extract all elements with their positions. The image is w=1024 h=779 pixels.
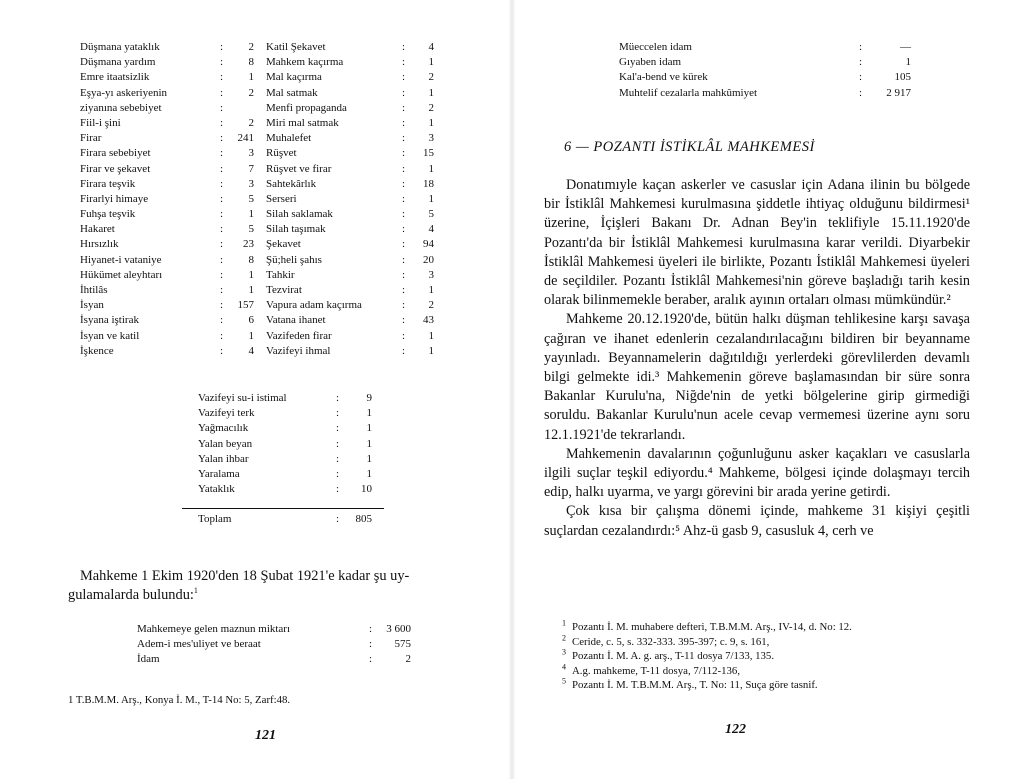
footnote-mark: 4 (562, 661, 566, 671)
sentence-row-label: Müeccelen idam (619, 41, 692, 53)
crime-row-label: Fuhşa teşvik (80, 208, 136, 221)
crime-row-value: 1 (428, 56, 434, 69)
crime-row-value: 7 (248, 162, 254, 175)
footnote-item (562, 620, 852, 635)
crime-row-label: Hakaret (80, 223, 115, 236)
footnote-text: Pozantı İ. M. A. g. arş., T-11 dosya 7/133, 135. (572, 650, 775, 662)
summary-row-colon: : (369, 653, 373, 666)
crime-row-label: Yataklık (198, 483, 235, 496)
crime-row-colon: : (220, 116, 224, 129)
crime-row-colon: : (336, 467, 340, 480)
crime-row-colon: : (220, 177, 224, 190)
crime-row-value: 1 (428, 162, 434, 175)
crime-row-colon: : (336, 422, 340, 435)
sentence-row-colon: : (859, 86, 863, 99)
crime-row-value: 43 (423, 314, 434, 327)
crime-row-label: Tahkir (266, 268, 295, 281)
body-paragraph-1: Donatımıyle kaçan askerler ve casuslar için Adana ilinin bu bölgede bir İstiklâl Mahkemesi kurulmasına şiddetle ihtiyaç olduğunu bildirmesi¹ üzerine, İçişleri Bakanı Dr. Adnan Bey'in teklifiyle 15.11.1920'de Pozantı'da bir İstiklâl Mahkemesi kurulmasına karar verildi. Diyarbekir İstiklâl Mahkemesi üyeleri ile birlikte, Pozantı İstiklâl Mahkemesi üyeleri de seçildiler. Pozantı İstiklâl Mahkemesi'nin göreve başladığı tarih kesin olarak bilinmemekle beraber, aralık ayının ortaları olması mümkündür.² (544, 177, 970, 309)
crime-row-label: Firara teşvik (80, 177, 136, 190)
crime-row-colon: : (220, 101, 224, 114)
crime-row-label: Firar ve şekavet (80, 162, 151, 175)
crime-row-colon: : (220, 208, 224, 221)
sentence-row-value: 1 (905, 56, 911, 69)
summary-row-value: 575 (394, 638, 411, 651)
left-paragraph-line-2: gulamalarda bulundu: (68, 587, 194, 603)
crime-row-label: İsyan ve katil (80, 329, 140, 342)
crime-row-label: Firar (80, 132, 102, 145)
crime-row-label: Tezvirat (266, 284, 302, 296)
crime-row-label: İsyana iştirak (80, 314, 139, 327)
crime-row-colon: : (402, 147, 406, 160)
crime-row-value: 4 (428, 223, 434, 236)
crime-row-value: 3 (248, 147, 254, 160)
left-paragraph (68, 567, 484, 605)
crime-row-colon: : (220, 329, 224, 342)
crime-row-label: Eşya-yı askeriyenin (80, 86, 168, 99)
sentence-row-colon: : (859, 56, 863, 69)
crime-row-label: Düşmana yataklık (80, 41, 160, 53)
crime-row-label: Katil Şekavet (266, 41, 326, 53)
crime-row-label: Sahtekârlık (266, 177, 317, 190)
crime-row-colon: : (402, 344, 406, 357)
crime-row-label: Yaralama (198, 467, 240, 480)
crime-row-value: 9 (366, 392, 372, 404)
crime-row-label: Mal satmak (266, 86, 318, 99)
crime-row-value: 2 (428, 101, 434, 114)
footnote-item (562, 649, 852, 664)
crime-row-value: 23 (243, 238, 254, 251)
crime-row-value: 4 (248, 344, 254, 357)
body-paragraph-2: Mahkeme 20.12.1920'de, bütün halkı düşman tehlikesine karşı savaşa çağıran ve ihanet edenlerin cezalandırılacağını bildiren bir beyanname yayınladı. Beyannamelerin dağıtıldığı yerlerdeki görevlilerden devamlı bilgi gelmekte idi.³ Mahkemenin göreve başlamasından bir süre sonra Bakanlar Kurulu'na, Niğde'nin de yetki bölgelerine girip girmediği soruldu. Bakanlar Kurulu'nun acele cevap vermemesi üzerine aynı soru 12.1.1921'de tekrarlandı. (544, 311, 970, 443)
crime-row-value: 1 (366, 407, 372, 420)
footnote-item (562, 661, 852, 679)
crime-row-colon: : (402, 253, 406, 266)
crime-row-colon: : (336, 392, 340, 404)
crime-row-value: 3 (428, 132, 434, 145)
crime-row-colon: : (336, 483, 340, 496)
crime-row-colon: : (402, 41, 406, 53)
crime-row-value: 2 (428, 299, 434, 312)
crime-row-colon: : (220, 344, 224, 357)
footnote-mark: 1 (562, 618, 566, 628)
sentence-row-colon: : (859, 41, 863, 53)
body-paragraph-3: Mahkemenin davalarının çoğunluğunu asker kaçakları ve casuslarla ilgili suçlar teşkil ediyordu.⁴ Mahkeme, bölgesi içinde dolaşmayı tercih edip, halkı uyarma, ve yargı görevini bir arada yerine getirdi. (544, 445, 970, 501)
crime-row-colon: : (220, 314, 224, 327)
footnote-text: Pozantı İ. M. T.B.M.M. Arş., T. No: 11, Suça göre tasnif. (572, 679, 818, 691)
total-label: Toplam (198, 513, 232, 525)
footnote-text: A.g. mahkeme, T-11 dosya, 7/112-136, (572, 664, 741, 677)
crime-row-value: 8 (248, 253, 254, 266)
crime-row-colon: : (220, 56, 224, 69)
crime-row-value: 3 (428, 268, 434, 281)
total-value: 805 (355, 513, 372, 525)
crime-row-value: 1 (428, 192, 434, 205)
crime-row-value: 5 (248, 223, 254, 236)
crime-row-label: Yalan beyan (198, 437, 253, 450)
left-paragraph-line-1: Mahkeme 1 Ekim 1920'den 18 Şubat 1921'e kadar şu uy- (80, 568, 410, 584)
summary-row-colon: : (369, 623, 373, 635)
crime-row-label: Vazifeyi terk (198, 407, 255, 420)
crime-row-colon: : (220, 268, 224, 281)
crime-row-label: Vazifeden firar (266, 329, 332, 342)
crime-row-label: Serseri (266, 192, 297, 205)
crime-row-label: Rüşvet ve firar (266, 162, 332, 175)
crime-row-label: Hükümet aleyhtarı (80, 268, 163, 281)
crime-row-value: 1 (248, 71, 254, 84)
crime-row-value: 18 (423, 177, 434, 190)
crime-row-colon: : (402, 116, 406, 129)
crime-row-colon: : (220, 147, 224, 160)
crime-row-value: 1 (366, 437, 372, 450)
right-body-text (544, 176, 970, 541)
crime-row-colon: : (402, 208, 406, 221)
crime-row-value: 2 (428, 71, 434, 84)
crime-row-label: Silah taşımak (266, 223, 326, 236)
sentence-row-colon: : (859, 71, 863, 84)
crime-row-value: 1 (428, 116, 434, 129)
crime-row-value: 1 (248, 268, 254, 281)
crime-row-value: 5 (248, 192, 254, 205)
crime-row-value: 8 (248, 56, 254, 69)
crime-row-value: 1 (428, 86, 434, 99)
crime-row-colon: : (220, 238, 224, 251)
summary-row-colon: : (369, 638, 373, 651)
crime-row-colon: : (402, 56, 406, 69)
summary-row-label: Adem-i mes'uliyet ve beraat (137, 638, 261, 651)
crime-row-value: 5 (428, 208, 434, 221)
total-colon: : (336, 513, 340, 525)
crime-row-value: 1 (366, 467, 372, 480)
right-page (512, 0, 1024, 779)
crime-row-colon: : (220, 253, 224, 266)
section-heading: 6 — POZANTI İSTİKLÂL MAHKEMESİ (564, 139, 815, 155)
crime-row-colon: : (220, 86, 224, 99)
footnote-item (562, 678, 852, 693)
footnote-mark: 5 (562, 676, 566, 686)
crime-row-colon: : (220, 284, 224, 296)
crime-row-value: 2 (248, 41, 254, 53)
crime-row-label: ziyanına sebebiyet (80, 101, 162, 114)
footnote-mark: 2 (562, 632, 566, 642)
crime-row-colon: : (402, 238, 406, 251)
crime-row-colon: : (402, 223, 406, 236)
crime-row-colon: : (402, 86, 406, 99)
crime-row-label: Şekavet (266, 238, 301, 251)
crime-row-colon: : (220, 71, 224, 84)
sentence-row-value: 105 (894, 71, 911, 84)
crime-row-value: 4 (428, 41, 434, 53)
crime-row-value: 1 (248, 329, 254, 342)
crime-row-label: İsyan (80, 299, 104, 312)
crime-row-colon: : (220, 41, 224, 53)
crime-row-label: Miri mal satmak (266, 116, 339, 129)
crime-row-label: Emre itaatsizlik (80, 71, 150, 84)
crime-row-value: 2 (248, 86, 254, 99)
crime-row-colon: : (402, 329, 406, 342)
crime-row-label: Vatana ihanet (266, 314, 326, 327)
crime-row-colon: : (402, 132, 406, 145)
crime-row-colon: : (402, 284, 406, 296)
crime-row-label: İşkence (80, 344, 114, 357)
crime-row-colon: : (402, 299, 406, 312)
summary-row-value: 3 600 (386, 623, 411, 635)
crime-row-colon: : (336, 407, 340, 420)
crime-row-colon: : (336, 452, 340, 465)
crime-row-colon: : (402, 314, 406, 327)
body-paragraph-4: Çok kısa bir çalışma dönemi içinde, mahkeme 31 kişiyi çeşitli suçlardan cezalandırdı:⁵ Ahz-ü gasb 9, casusluk 4, cerh ve (544, 503, 970, 539)
crime-row-label: Fiil-i şini (80, 116, 121, 129)
crime-row-value: 94 (423, 238, 434, 251)
sentence-row-value: 2 917 (886, 86, 911, 99)
crime-row-label: Mahkem kaçırma (266, 56, 344, 69)
crime-row-label: Rüşvet (266, 147, 297, 160)
crime-row-label: Silah saklamak (266, 208, 333, 221)
total-separator (182, 508, 384, 509)
crime-row-label: Firara sebebiyet (80, 147, 151, 160)
crime-row-value: 241 (237, 132, 254, 145)
crime-row-value: 1 (428, 284, 434, 296)
crime-row-value: 1 (248, 284, 254, 296)
right-page-number: 122 (725, 722, 746, 737)
crime-row-value: 1 (428, 329, 434, 342)
crime-row-colon: : (220, 223, 224, 236)
footnote-item (562, 632, 852, 650)
crime-row-colon: : (220, 132, 224, 145)
left-footnote: 1 T.B.M.M. Arş., Konya İ. M., T-14 No: 5, Zarf:48. (68, 694, 291, 706)
summary-row-label: Mahkemeye gelen maznun miktarı (137, 623, 291, 635)
footnote-mark: 3 (562, 647, 566, 657)
crime-row-label: İhtilâs (80, 284, 108, 296)
footnote-text: Ceride, c. 5, s. 332-333. 395-397; c. 9, s. 161, (572, 635, 770, 648)
sentence-row-label: Kal'a-bend ve kürek (619, 71, 708, 84)
crime-row-value: 1 (248, 208, 254, 221)
crime-row-value: 3 (248, 177, 254, 190)
crime-row-label: Vazifeyi su-i istimal (198, 392, 287, 404)
crime-row-value: 15 (423, 147, 434, 160)
sentence-row-value: — (900, 41, 911, 53)
sentence-row-label: Gıyaben idam (619, 56, 682, 69)
crime-row-value: 157 (237, 299, 254, 312)
crime-row-value: 20 (423, 253, 434, 266)
crime-row-value: 1 (366, 452, 372, 465)
crime-row-label: Firarlyi himaye (80, 192, 149, 205)
summary-row-label: İdam (137, 653, 160, 666)
crime-row-colon: : (402, 268, 406, 281)
crime-row-label: Yalan ihbar (198, 452, 249, 465)
crime-row-value: 1 (428, 344, 434, 357)
footnote-ref-1: 1 (193, 586, 198, 596)
right-footnotes (562, 620, 852, 693)
crime-row-colon: : (402, 101, 406, 114)
sentence-row-label: Muhtelif cezalarla mahkûmiyet (619, 86, 758, 99)
crime-row-colon: : (220, 162, 224, 175)
crime-row-label: Menfi propaganda (266, 101, 347, 114)
crime-row-colon: : (220, 299, 224, 312)
crime-row-colon: : (402, 177, 406, 190)
crime-row-value: 10 (361, 483, 372, 496)
crime-row-label: Şü;heli şahıs (266, 253, 322, 266)
crime-row-colon: : (220, 192, 224, 205)
crime-row-label: Hiyanet-i vataniye (80, 253, 162, 266)
crime-row-label: Yağmacılık (198, 422, 249, 435)
crime-row-label: Vapura adam kaçırma (266, 299, 362, 312)
crime-row-colon: : (402, 71, 406, 84)
crime-row-colon: : (402, 192, 406, 205)
crime-row-label: Muhalefet (266, 132, 312, 145)
left-page-number: 121 (255, 728, 276, 743)
crime-row-label: Vazifeyi ihmal (266, 344, 331, 357)
crime-row-colon: : (402, 162, 406, 175)
crime-row-value: 6 (248, 314, 254, 327)
crime-row-label: Düşmana yardım (80, 56, 156, 69)
crime-row-colon: : (336, 437, 340, 450)
footnote-text: Pozantı İ. M. muhabere defteri, T.B.M.M. Arş., IV-14, d. No: 12. (572, 621, 852, 633)
crime-row-label: Mal kaçırma (266, 71, 322, 84)
crime-row-value: 1 (366, 422, 372, 435)
crime-row-label: Hırsızlık (80, 238, 119, 251)
crime-row-value: 2 (248, 116, 254, 129)
summary-row-value: 2 (405, 653, 411, 666)
